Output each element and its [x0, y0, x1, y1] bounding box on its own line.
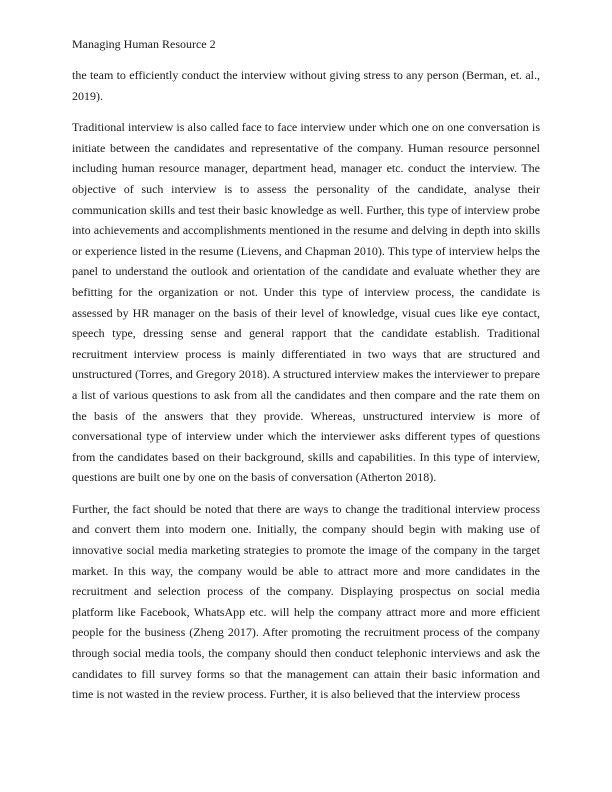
running-head: Managing Human Resource 2 [72, 37, 216, 51]
paragraph-continuation: the team to efficiently conduct the interview without giving stress to any person (Berman, et. al., 2019). [72, 68, 540, 103]
body-text [72, 65, 540, 716]
paragraph-modern-interview: Further, the fact should be noted that there are ways to change the traditional interview process and convert them into modern one. Initially, the company should begin with making use of innovative social media marketing strategies to promote the image of the company in the target market. In this way, the company would be able to attract more and more candidates in the recruitment and selection process of the company. Displaying prospectus on social media platform like Facebook, WhatsApp etc. will help the company attract more and more efficient people for the business (Zheng 2017). After promoting the recruitment process of the company through social media tools, the company should then conduct telephonic interviews and ask the candidates to fill survey forms so that the management can attain their basic information and time is not wasted in the review process. Further, it is also believed that the interview process [72, 501, 540, 702]
paragraph-traditional-interview: Traditional interview is also called face to face interview under which one on one conversation is initiate between the candidates and representative of the company. Human resource personnel including human resource manager, department head, manager etc. conduct the interview. The objective of such interview is to assess the personality of the candidate, analyse their communication skills and test their basic knowledge as well. Further, this type of interview probe into achievements and accomplishments mentioned in the resume and delving in depth into skills or experience listed in the resume (Lievens, and Chapman 2010). This type of interview helps the panel to understand the outlook and orientation of the candidate and evaluate whether they are befitting for the organization or not. Under this type of interview process, the candidate is assessed by HR manager on the basis of their level of knowledge, visual cues like eye contact, speech type, dressing sense and general rapport that the candidate establish. Traditional recruitment interview process is mainly differentiated in two ways that are structured and unstructured (Torres, and Gregory 2018). A structured interview makes the interviewer to prepare a list of various questions to ask from all the candidates and then compare and the rate them on the basis of the answers that they provide. Whereas, unstructured interview is more of conversational type of interview under which the interviewer asks different types of questions from the candidates based on their background, skills and capabilities. In this type of interview, questions are built one by one on the basis of conversation (Atherton 2018). [72, 120, 540, 485]
